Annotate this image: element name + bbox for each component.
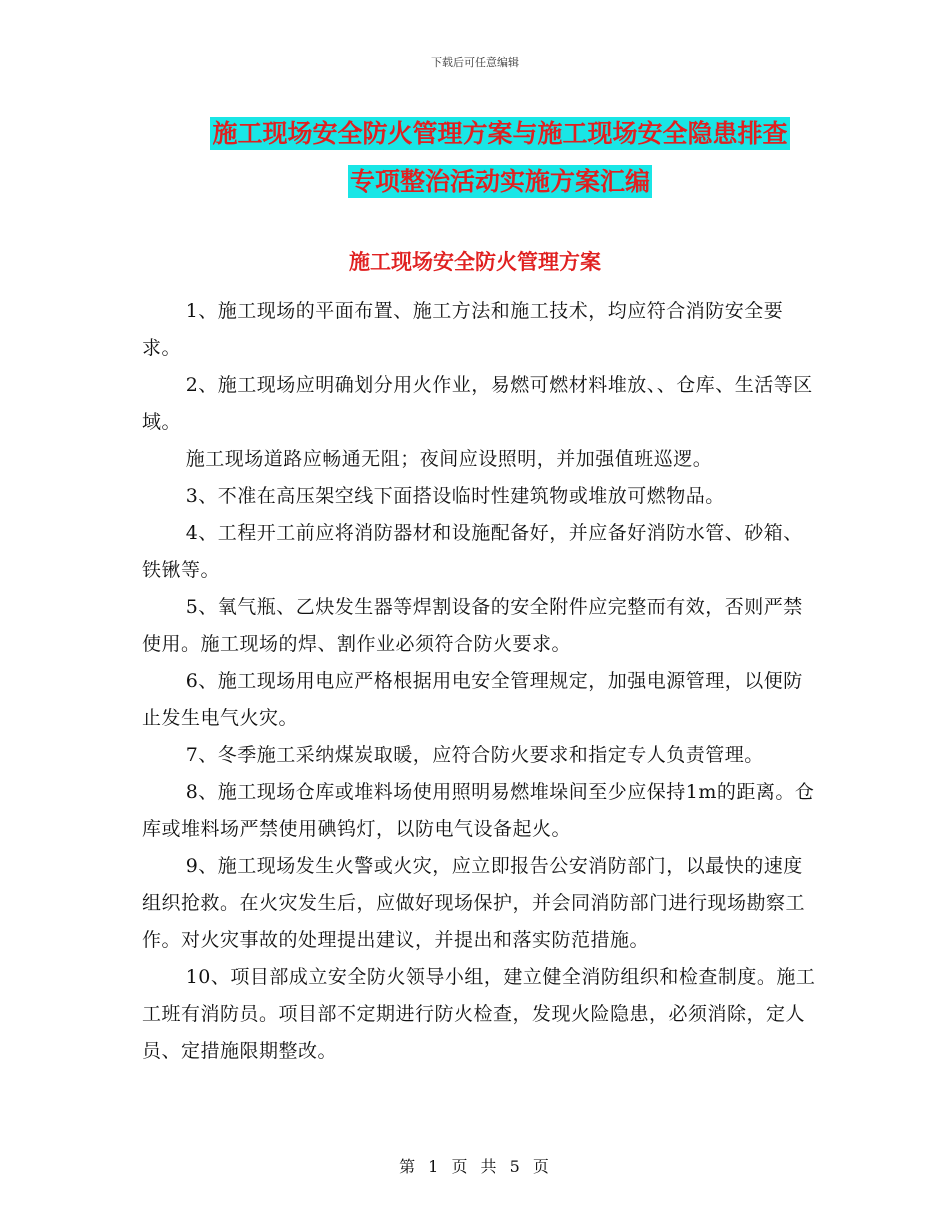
paragraph: 1、施工现场的平面布置、施工方法和施工技术，均应符合消防安全要求。	[142, 300, 784, 359]
document-title-line-2: 专项整治活动实施方案汇编	[349, 167, 650, 196]
paragraph: 10、项目部成立安全防火领导小组，建立健全消防组织和检查制度。施工工班有消防员。项目部不定期进行防火检查，发现火险隐患，必须消除，定人员、定措施限期整改。	[142, 966, 816, 1062]
paragraph: 9、施工现场发生火警或火灾，应立即报告公安消防部门，以最快的速度组织抢救。在火灾发生后，应做好现场保护，并会同消防部门进行现场勘察工作。对火灾事故的处理提出建议，并提出和落实防范措施。	[142, 855, 806, 951]
section-heading: 施工现场安全防火管理方案	[349, 250, 601, 274]
paragraph: 8、施工现场仓库或堆料场使用照明易燃堆垛间至少应保持1m的距离。仓库或堆料场严禁使用碘钨灯，以防电气设备起火。	[142, 781, 815, 840]
paragraph: 2、施工现场应明确划分用火作业，易燃可燃材料堆放、、仓库、生活等区域。	[142, 374, 813, 433]
paragraph: 施工现场道路应畅通无阻；夜间应设照明，并加强值班巡逻。	[185, 448, 713, 470]
paragraph: 4、工程开工前应将消防器材和设施配备好，并应备好消防水管、砂箱、铁锹等。	[142, 522, 803, 581]
paragraph: 5、氧气瓶、乙炔发生器等焊割设备的安全附件应完整而有效，否则严禁使用。施工现场的焊、割作业必须符合防火要求。	[142, 596, 803, 655]
document-title	[140, 110, 860, 206]
page-number: 第 1 页 共 5 页	[399, 1157, 551, 1176]
header-note: 下载后可任意编辑	[431, 56, 519, 69]
document-title-line-1: 施工现场安全防火管理方案与施工现场安全隐患排查	[212, 119, 788, 148]
paragraph: 6、施工现场用电应严格根据用电安全管理规定，加强电源管理，以便防止发生电气火灾。	[142, 670, 803, 729]
paragraph: 7、冬季施工采纳煤炭取暖，应符合防火要求和指定专人负责管理。	[185, 744, 764, 766]
body-text	[142, 293, 822, 1070]
paragraph: 3、不准在高压架空线下面搭设临时性建筑物或堆放可燃物品。	[185, 485, 725, 507]
